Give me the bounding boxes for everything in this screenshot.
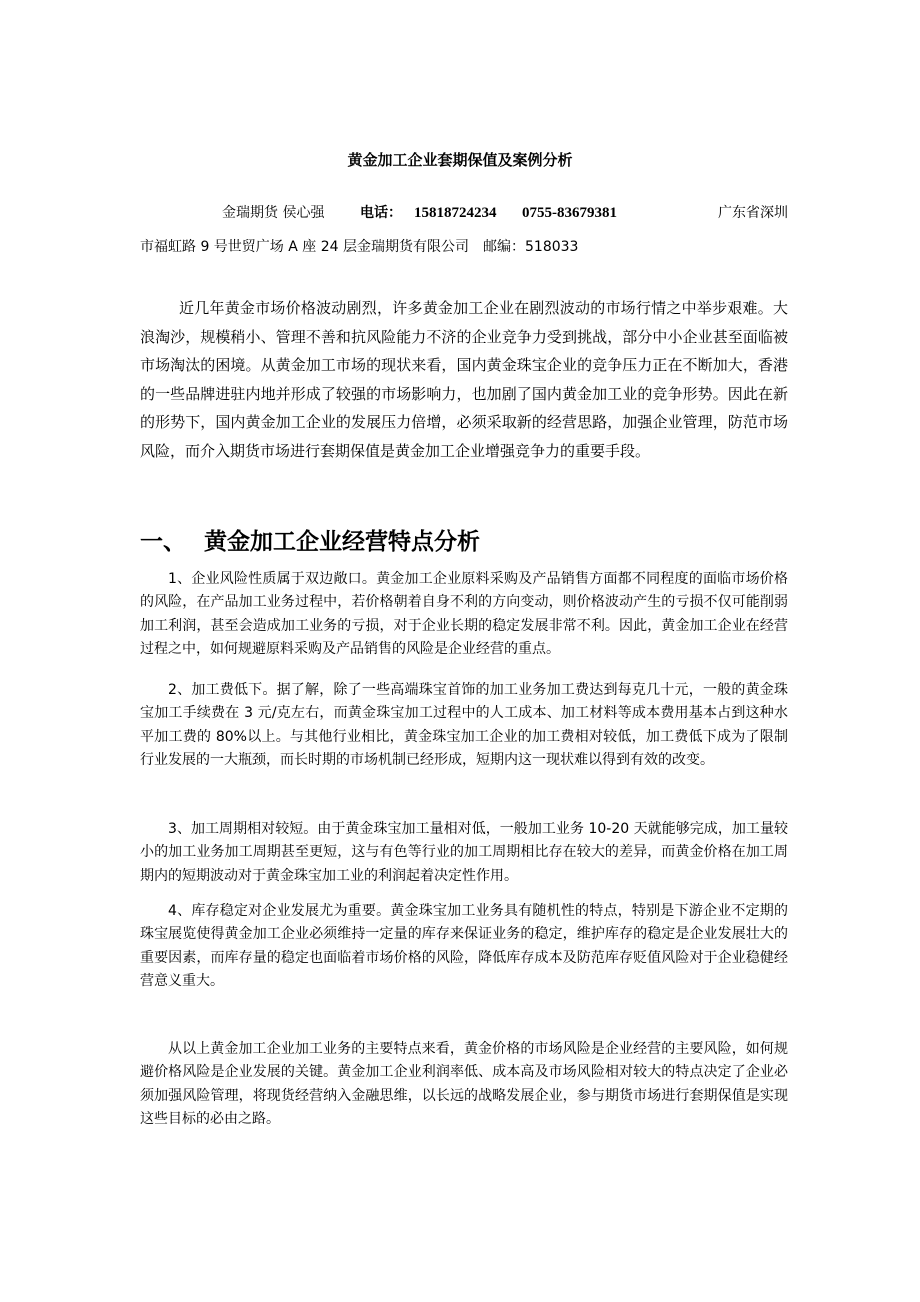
address-line [140,237,578,257]
postcode: 邮编：518033 [483,239,579,255]
section-paragraph-2: 2、加工费低下。据了解，除了一些高端珠宝首饰的加工业务加工费达到每克几十元，一般的黄金珠宝加工手续费在 3 元/克左右，而黄金珠宝加工过程中的人工成本、加工材料等成本费用基本占到这种水平加工费的 80%以上。与其他行业相比，黄金珠宝加工企业的加工费相对较低，加工费低下成为了限制行业发展的一大瓶颈，而长时期的市场机制已经形成，短期内这一现状难以得到有效的改变。 [140,682,788,768]
document-title: 黄金加工企业套期保值及案例分析 [347,151,573,169]
phone-label: 电话： [360,205,402,221]
section-paragraph-4: 4、库存稳定对企业发展尤为重要。黄金珠宝加工业务具有随机性的特点，特别是下游企业不定期的珠宝展览使得黄金加工企业必须维持一定量的库存来保证业务的稳定，维护库存的稳定是企业发展壮大的重要因素，而库存量的稳定也面临着市场价格的风险，降低库存成本及防范库存贬值风险对于企业稳健经营意义重大。 [140,903,788,989]
section-paragraph-3: 3、加工周期相对较短。由于黄金珠宝加工量相对低，一般加工业务 10-20 天就能够完成，加工量较小的加工业务加工周期甚至更短，这与有色等行业的加工周期相比存在较大的差异，而黄金价格在加工周期内的短期波动对于黄金珠宝加工业的利润起着决定性作用。 [140,821,788,884]
section-number: 一、 [140,529,186,555]
address-start: 广东省深圳 [718,205,788,221]
section-title: 黄金加工企业经营特点分析 [204,529,480,555]
section-heading [140,524,480,560]
author-company-name: 金瑞期货 侯心强 [222,205,325,221]
office-phone-number: 0755-83679381 [522,205,617,221]
section-paragraph-1: 1、企业风险性质属于双边敞口。黄金加工企业原料采购及产品销售方面都不同程度的面临市场价格的风险，在产品加工业务过程中，若价格朝着自身不利的方向变动，则价格波动产生的亏损不仅可能削弱加工利润，甚至会造成加工业务的亏损，对于企业长期的稳定发展非常不利。因此，黄金加工企业在经营过程之中，如何规避原料采购及产品销售的风险是企业经营的重点。 [140,571,788,657]
closing-paragraph: 从以上黄金加工企业加工业务的主要特点来看，黄金价格的市场风险是企业经营的主要风险，如何规避价格风险是企业发展的关键。黄金加工企业利润率低、成本高及市场风险相对较大的特点决定了企业必须加强风险管理，将现货经营纳入金融思维，以长远的战略发展企业，参与期货市场进行套期保值是实现这些目标的必由之路。 [140,1041,788,1127]
address-rest: 市福虹路 9 号世贸广场 A 座 24 层金瑞期货有限公司 [140,239,469,255]
intro-paragraph: 近几年黄金市场价格波动剧烈，许多黄金加工企业在剧烈波动的市场行情之中举步艰难。大浪淘沙，规模稍小、管理不善和抗风险能力不济的企业竞争力受到挑战，部分中小企业甚至面临被市场淘汰的困境。从黄金加工市场的现状来看，国内黄金珠宝企业的竞争压力正在不断加大，香港的一些品牌进驻内地并形成了较强的市场影响力，也加剧了国内黄金加工业的竞争形势。因此在新的形势下，国内黄金加工企业的发展压力倍增，必须采取新的经营思路，加强企业管理，防范市场风险，而介入期货市场进行套期保值是黄金加工企业增强竞争力的重要手段。 [140,299,788,460]
mobile-phone-number: 15818724234 [414,205,497,221]
